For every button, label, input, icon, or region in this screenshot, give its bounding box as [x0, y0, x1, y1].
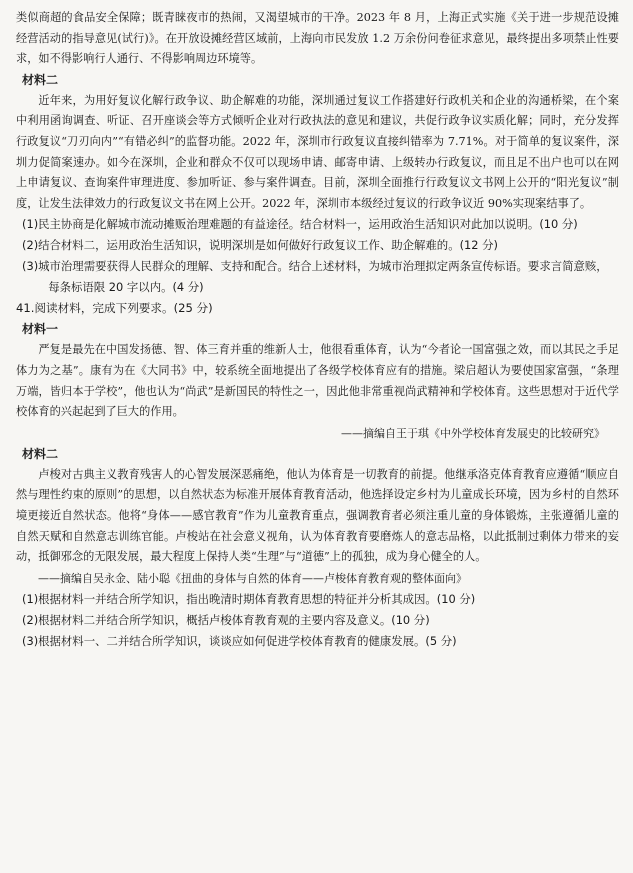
q41-material-one-source: ——摘编自王于琪《中外学校体育发展史的比较研究》	[341, 426, 605, 440]
question-41-1: (1)根据材料一并结合所学知识，指出晚清时期体育教育思想的特征并分析其成因。(10 分)	[22, 591, 476, 606]
q41-material-two-heading: 材料二	[22, 446, 59, 461]
question-41-title: 41.阅读材料，完成下列要求。(25 分)	[16, 301, 213, 316]
question-40-3: (3)城市治理需要获得人民群众的理解、支持和配合。结合上述材料，为城市治理拟定两条宣传标语。要求言简意赅，每条标语限 20 字以内。(4 分)	[22, 259, 608, 295]
question-41-2: (2)根据材料二并结合所学知识，概括卢梭体育教育观的主要内容及意义。(10 分)	[22, 612, 430, 627]
q41-material-one-paragraph: 严复是最先在中国发扬德、智、体三育并重的维新人士，他很看重体育，认为“今者论一国富强之效，而以其民之手足体力为之基”。康有为在《大同书》中，较系统全面地提出了各级学校体育应有的措施。梁启超认为要使国家富强，“条理万端，皆归本于学校”，他也认为“尚武”是新国民的特性之一，因此他非常重视尚武精神和学校体育。这些思想对于近代学校体育的兴起起到了巨大的作用。	[16, 343, 619, 419]
material-two-paragraph: 近年来，为用好复议化解行政争议、助企解难的功能，深圳通过复议工作搭建好行政机关和企业的沟通桥梁，在个案中利用函询调查、听证、召开座谈会等方式倾听企业对行政执法的意见和建议，共促行政争议实质化解；同时，充分发挥行政复议“刀刃向内”“有错必纠”的监督功能。2022 年，深圳市行政复议直接纠错率为 7.71%。对于简单的复议案件，深圳力促简案速办。如今在深圳，企业和群众不仅可以现场申请、邮寄申请、上级转办行政复议，而且足不出户也可以在网上申请复议、查询案件审理进度、参加听证、参与案件调查。目前，深圳全面推行行政复议文书网上公开的“阳光复议”制度，让发生法律效力的行政复议文书在网上公开。2022 年，深圳市本级经过复议的行政争议近 90%实现案结事了。	[16, 93, 619, 210]
q41-material-two-source: ——摘编自吴永金、陆小聪《扭曲的身体与自然的体育——卢梭体育教育观的整体面向》	[38, 571, 467, 585]
question-40-1: (1)民主协商是化解城市流动摊贩治理难题的有益途径。结合材料一，运用政治生活知识对此加以说明。(10 分)	[22, 217, 578, 232]
q41-material-two-paragraph: 卢梭对古典主义教育残害人的心智发展深恶痛绝，他认为体育是一切教育的前提。他继承洛克体育教育应遵循“顺应自然与理性约束的原则”的思想，以自然状态为标准开展体育教育活动，他选择设定乡村为儿童成长环境，因为乡村的自然环境更接近自然状态。他将“身体——感官教育”作为儿童教育重点，强调教育者必须注重儿童的身体锻炼，主张遵循儿童的自然天赋和自然意志训练官能。卢梭站在社会意义视角，认为体育教育要磨炼人的意志品格，以此抵制过剩体力带来的妄动，抵御邪念的无限发展，最大程度上保持人类“生理”与“道德”上的孤独，成为身心健全的人。	[16, 467, 619, 564]
material-two-heading: 材料二	[22, 72, 59, 87]
material-one-continuation: 类似商超的食品安全保障；既青睐夜市的热闹，又渴望城市的干净。2023 年 8 月，上海正式实施《关于进一步规范设摊经营活动的指导意见(试行)》。在开放设摊经营区域前，上海向市民发放 1.2 万余份问卷征求意见，最终提出多项禁止性要求，如不得影响行人通行、不得影响周边环境等。	[16, 11, 619, 66]
question-40-2: (2)结合材料二，运用政治生活知识，说明深圳是如何做好行政复议工作、助企解难的。(12 分)	[22, 238, 498, 253]
q41-material-one-heading: 材料一	[22, 322, 59, 337]
question-41-3: (3)根据材料一、二并结合所学知识，谈谈应如何促进学校体育教育的健康发展。(5 分)	[22, 633, 457, 648]
